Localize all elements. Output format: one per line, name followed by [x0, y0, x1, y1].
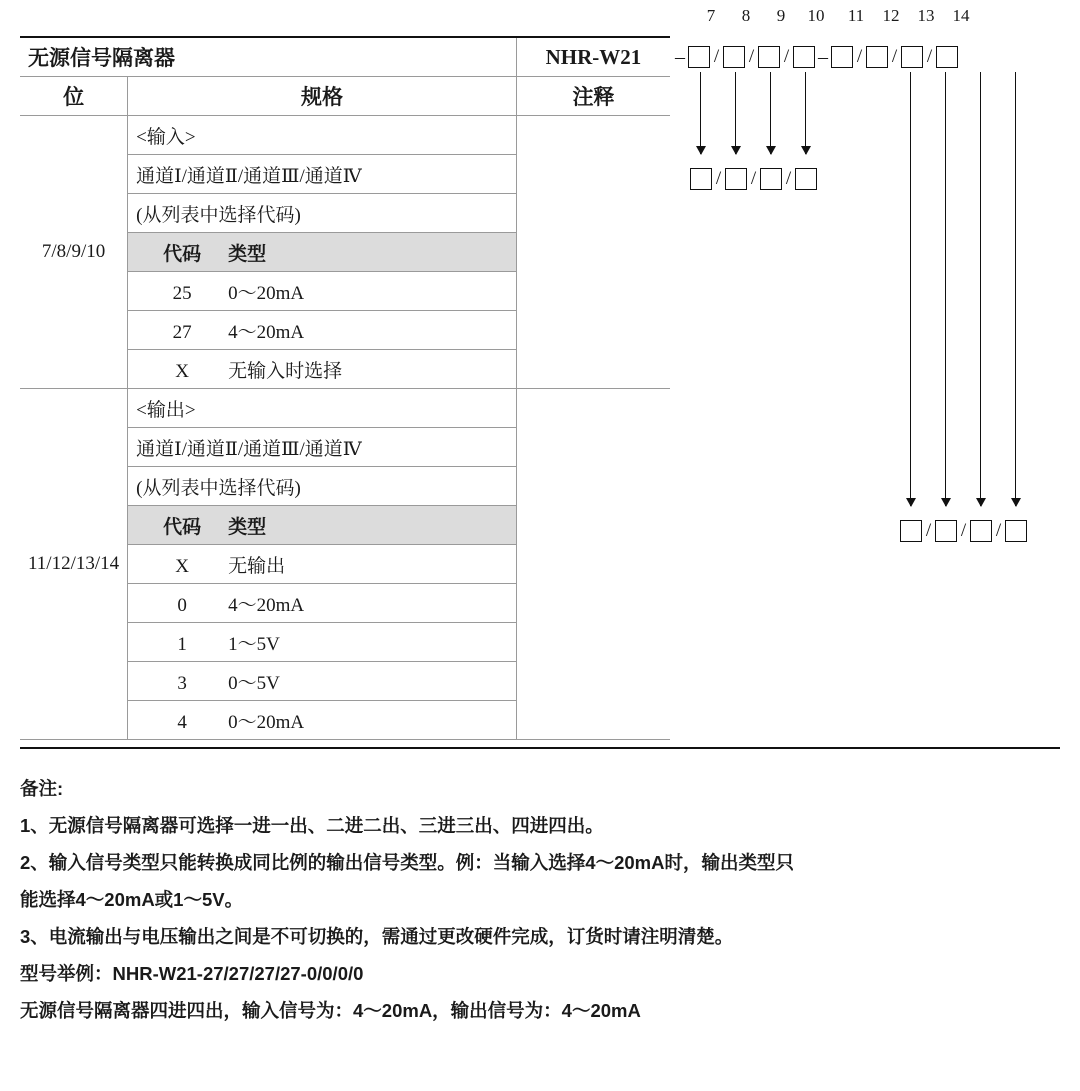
- spec-output-line-1: <输出>: [128, 389, 517, 428]
- output-type-1: 4～20mA: [228, 594, 305, 616]
- note-model-example: 型号举例：NHR-W21-27/27/27/27-0/0/0/0: [20, 963, 364, 984]
- output-type-3: 0～5V: [228, 672, 280, 694]
- code-box-10[interactable]: [793, 46, 815, 68]
- input-box-2[interactable]: [725, 168, 747, 190]
- header-position: 位: [20, 77, 128, 116]
- note-item-3: 3、电流输出与电压输出之间是不可切换的，需通过更改硬件完成，订货时请注明清楚。: [20, 926, 734, 947]
- code-box-12[interactable]: [866, 46, 888, 68]
- note-input: [516, 116, 670, 389]
- position-input: 7/8/9/10: [20, 116, 128, 389]
- note-item-1: 1、无源信号隔离器可选择一进一出、二进二出、三进三出、四进四出。: [20, 815, 604, 836]
- arrow-digit-13: [980, 72, 981, 506]
- table-row: [20, 389, 670, 428]
- input-option-row: [128, 272, 517, 311]
- input-code-group: [690, 166, 817, 192]
- code-box-7[interactable]: [688, 46, 710, 68]
- input-type-1: 4～20mA: [228, 321, 305, 343]
- output-type-0: 无输出: [228, 555, 286, 577]
- spec-output-line-3: (从列表中选择代码): [128, 467, 517, 506]
- input-box-1[interactable]: [690, 168, 712, 190]
- output-code-1: 0: [177, 594, 187, 616]
- code-header-label: 代码: [163, 243, 202, 265]
- output-type-4: 0～20mA: [228, 711, 305, 733]
- output-option-row: [128, 623, 517, 662]
- input-box-4[interactable]: [795, 168, 817, 190]
- output-option-row: [128, 662, 517, 701]
- output-option-row: [128, 584, 517, 623]
- spec-input-line-2: 通道Ⅰ/通道Ⅱ/通道Ⅲ/通道Ⅳ: [128, 155, 517, 194]
- arrow-digit-9: [770, 72, 771, 154]
- type-header-label: 类型: [228, 243, 267, 265]
- position-output: 11/12/13/14: [20, 389, 128, 740]
- code-slash: /: [925, 520, 932, 541]
- note-model-description: 无源信号隔离器四进四出，输入信号为：4～20mA，输出信号为：4～20mA: [20, 1000, 641, 1021]
- arrow-digit-7: [700, 72, 701, 154]
- code-box-13[interactable]: [901, 46, 923, 68]
- code-slash: /: [713, 46, 720, 67]
- table-header-row: [20, 77, 670, 116]
- specification-table: [20, 36, 670, 740]
- note-output: [516, 389, 670, 740]
- model-code-diagram: [672, 6, 1072, 86]
- code-slash: /: [926, 46, 933, 67]
- spec-input-line-3: (从列表中选择代码): [128, 194, 517, 233]
- digit-label-11: 11: [847, 6, 865, 25]
- code-slash: /: [715, 168, 722, 189]
- input-box-3[interactable]: [760, 168, 782, 190]
- code-header-input: [128, 233, 517, 272]
- output-box-3[interactable]: [970, 520, 992, 542]
- note-item-2: 2、输入信号类型只能转换成同比例的输出信号类型。例：当输入选择4～20mA时，输出类型只: [20, 852, 794, 873]
- digit-label-10: 10: [807, 6, 825, 25]
- arrow-digit-12: [945, 72, 946, 506]
- code-slash: /: [785, 168, 792, 189]
- note-item-2-cont: 能选择4～20mA或1～5V。: [20, 889, 244, 910]
- code-box-14[interactable]: [936, 46, 958, 68]
- input-option-row: [128, 350, 517, 389]
- notes-title: 备注:: [20, 778, 64, 799]
- model-code-boxes: [672, 42, 958, 72]
- code-slash: /: [750, 168, 757, 189]
- code-slash: /: [960, 520, 967, 541]
- table-title-row: [20, 37, 670, 77]
- code-slash: /: [995, 520, 1002, 541]
- output-type-2: 1～5V: [228, 633, 280, 655]
- output-code-group: [900, 518, 1027, 544]
- output-box-1[interactable]: [900, 520, 922, 542]
- output-code-2: 1: [177, 633, 187, 655]
- code-slash: /: [856, 46, 863, 67]
- input-option-row: [128, 311, 517, 350]
- input-type-2: 无输入时选择: [228, 360, 343, 382]
- output-code-3: 3: [177, 672, 187, 694]
- input-code-0: 25: [172, 282, 192, 304]
- code-dash-1: –: [675, 46, 685, 68]
- digit-label-8: 8: [741, 6, 751, 25]
- header-note: 注释: [516, 77, 670, 116]
- input-type-0: 0～20mA: [228, 282, 305, 304]
- input-code-2: X: [175, 360, 189, 382]
- digit-label-14: 14: [952, 6, 970, 25]
- code-header-label: 代码: [163, 516, 202, 538]
- code-box-9[interactable]: [758, 46, 780, 68]
- type-header-label: 类型: [228, 516, 267, 538]
- output-box-2[interactable]: [935, 520, 957, 542]
- code-slash: /: [783, 46, 790, 67]
- product-model: NHR-W21: [516, 37, 670, 77]
- arrow-digit-14: [1015, 72, 1016, 506]
- digit-label-13: 13: [917, 6, 935, 25]
- code-box-8[interactable]: [723, 46, 745, 68]
- code-dash-2: –: [818, 46, 828, 68]
- code-header-output: [128, 506, 517, 545]
- spec-input-line-1: <输入>: [128, 116, 517, 155]
- digit-label-12: 12: [882, 6, 900, 25]
- digit-label-7: 7: [706, 6, 716, 25]
- arrow-digit-11: [910, 72, 911, 506]
- output-box-4[interactable]: [1005, 520, 1027, 542]
- code-box-11[interactable]: [831, 46, 853, 68]
- product-title: 无源信号隔离器: [20, 37, 516, 77]
- arrow-digit-10: [805, 72, 806, 154]
- output-code-0: X: [175, 555, 189, 577]
- output-code-4: 4: [177, 711, 187, 733]
- input-code-1: 27: [172, 321, 192, 343]
- output-option-row: [128, 545, 517, 584]
- digit-label-9: 9: [776, 6, 786, 25]
- code-slash: /: [891, 46, 898, 67]
- table-row: [20, 116, 670, 155]
- table-bottom-rule: [20, 747, 1060, 749]
- arrow-digit-8: [735, 72, 736, 154]
- header-spec: 规格: [128, 77, 517, 116]
- spec-output-line-2: 通道Ⅰ/通道Ⅱ/通道Ⅲ/通道Ⅳ: [128, 428, 517, 467]
- notes-block: [20, 770, 1060, 1029]
- code-slash: /: [748, 46, 755, 67]
- digit-label-row: [672, 6, 1072, 30]
- output-option-row: [128, 701, 517, 740]
